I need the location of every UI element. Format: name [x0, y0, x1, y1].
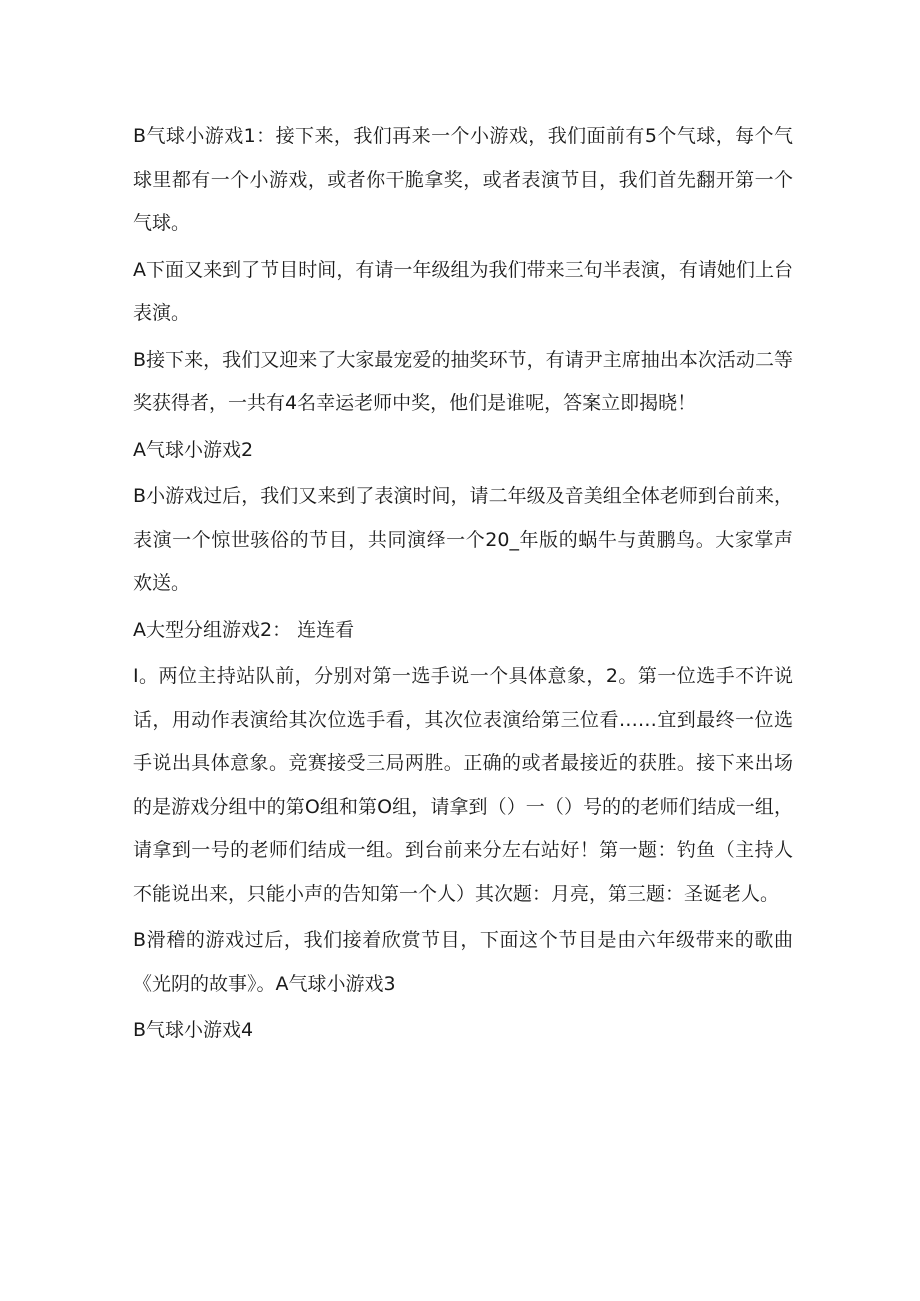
paragraph-group-game-heading: A大型分组游戏2： 连连看 — [133, 618, 355, 641]
paragraph-balloon-game-1: B气球小游戏1：接下来，我们再来一个小游戏，我们面前有5个气球，每个气球里都有一个小游戏，或者你干脆拿奖，或者表演节目，我们首先翻开第一个气球。 — [133, 125, 793, 234]
paragraph-lottery: B接下来，我们又迎来了大家最宠爱的抽奖环节，有请尹主席抽出本次活动二等奖获得者，一共有4名幸运老师中奖，他们是谁呢，答案立即揭晓！ — [133, 348, 793, 414]
paragraph-balloon-game-4: B气球小游戏4 — [133, 1019, 254, 1041]
paragraph-grade2-performance: B小游戏过后，我们又来到了表演时间，请二年级及音美组全体老师到台前来，表演一个惊世骇俗的节目，共同演绎一个20_年版的蜗牛与黄鹏鸟。大家掌声欢送。 — [133, 485, 793, 594]
paragraph-grade1-performance: A下面又来到了节目时间，有请一年级组为我们带来三句半表演，有请她们上台表演。 — [133, 258, 793, 324]
paragraph-group-game-rules: I。两位主持站队前，分别对第一选手说一个具体意象，2。第一位选手不许说话，用动作表演给其次位选手看，其次位表演给第三位看……宜到最终一位选手说出具体意象。竞赛接受三局两胜。正确的或者最接近的获胜。接下来出场的是游戏分组中的第O组和第O组，请拿到（）一（）号的的老师们结成一组，请拿到一号的老师们结成一组。到台前来分左右站好！第一题：钓鱼（主持人不能说出来，只能小声的告知第一个人）其次题：月亮，第三题：圣诞老人。 — [133, 665, 793, 905]
paragraph-balloon-game-2: A气球小游戏2 — [133, 438, 254, 461]
document-body — [133, 115, 793, 1056]
paragraph-grade6-song: B滑稽的游戏过后，我们接着欣赏节目，下面这个节目是由六年级带来的歌曲《光阴的故事》。A气球小游戏3 — [133, 929, 793, 995]
